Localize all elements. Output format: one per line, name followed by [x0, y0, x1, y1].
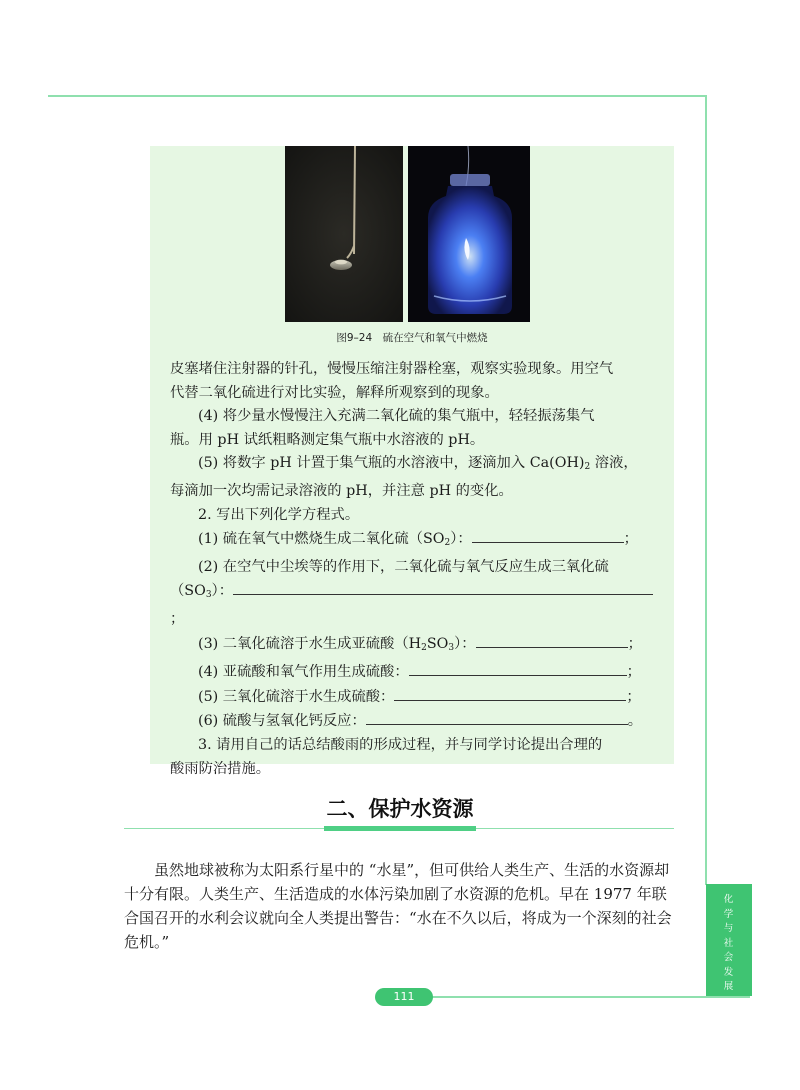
question-3 — [170, 632, 658, 661]
side-tab-char: 与 — [723, 923, 735, 934]
section-title: 二、保护水资源 — [326, 797, 474, 821]
question-text: SO — [426, 635, 449, 652]
question-text: (4) 亚硫酸和氧气作用生成硫酸： — [198, 664, 409, 681]
side-tab-char: 化 — [723, 894, 735, 905]
subscript: 2 — [444, 538, 451, 549]
answer-blank[interactable] — [233, 579, 653, 595]
text-line: 3. 请用自己的话总结酸雨的形成过程，并与同学讨论提出合理的 — [198, 736, 603, 753]
page-number: 111 — [375, 988, 433, 1006]
question-4 — [170, 660, 658, 685]
bottom-border-rule — [430, 996, 750, 998]
figure-caption: 图9–24 硫在空气和氧气中燃烧 — [336, 332, 488, 344]
question-text: (3) 二氧化硫溶于水生成亚硫酸（H — [198, 635, 422, 652]
question-text: （SO — [170, 583, 206, 600]
text-line — [170, 452, 658, 480]
question-text: (5) 三氧化硫溶于水生成硫酸： — [198, 688, 395, 705]
question-1 — [170, 527, 658, 556]
body-paragraph: 虽然地球被称为太阳系行星中的 “水星”，但可供给人类生产、生活的水资源却十分有限。人类生产、生活造成的水体污染加剧了水资源的危机。早在 1977 年联合国召开的水利会议就向全人类提出警告：“水在不久以后，将成为一个深刻的社会危机。” — [124, 861, 672, 951]
text-line: 酸雨防治措施。 — [170, 760, 271, 777]
answer-blank[interactable] — [394, 685, 626, 701]
exercise-text — [170, 358, 658, 781]
side-tab-char: 会 — [723, 952, 735, 963]
side-tab-char: 学 — [723, 908, 735, 920]
question-end: ； — [626, 664, 641, 681]
question-text: (1) 硫在氧气中燃烧生成二氧化硫（SO — [198, 531, 445, 548]
question-2: (2) 在空气中尘埃等的作用下，二氧化硫与氧气反应生成三氧化硫 — [198, 558, 609, 575]
text-line: 代替二氧化硫进行对比实验，解释所观察到的现象。 — [170, 384, 499, 401]
text-line: 瓶。用 pH 试纸粗略测定集气瓶中水溶液的 pH。 — [170, 431, 485, 448]
question-6 — [170, 709, 658, 734]
question-end: ； — [626, 688, 641, 705]
text-line: (4) 将少量水慢慢注入充满二氧化硫的集气瓶中，轻轻振荡集气 — [198, 408, 595, 425]
section-title-accent-bar — [324, 826, 476, 831]
subscript: 3 — [205, 590, 212, 601]
text-line: 2. 写出下列化学方程式。 — [198, 506, 360, 523]
photo-sulfur-burning-in-air — [285, 146, 403, 322]
answer-blank[interactable] — [476, 632, 628, 648]
question-text: ）： — [450, 531, 472, 548]
question-end: ； — [623, 531, 638, 548]
subscript: 2 — [584, 462, 591, 473]
question-2-cont — [170, 579, 658, 631]
top-border-rule — [48, 95, 706, 97]
question-end: ； — [170, 610, 185, 627]
subscript: 3 — [448, 642, 455, 653]
question-text: ）： — [211, 583, 233, 600]
side-tab-char: 发 — [723, 966, 735, 978]
chapter-side-tab — [706, 884, 752, 996]
exercise-panel — [150, 146, 674, 777]
answer-blank[interactable] — [472, 527, 624, 543]
answer-blank[interactable] — [366, 709, 628, 725]
side-tab-char: 社 — [723, 937, 735, 949]
text-line: 每滴加一次均需记录溶液的 pH，并注意 pH 的变化。 — [170, 482, 513, 499]
question-text: (6) 硫酸与氢氧化钙反应： — [198, 713, 366, 730]
question-5 — [170, 685, 658, 710]
subscript: 2 — [421, 642, 427, 653]
photo-sulfur-burning-in-oxygen — [408, 146, 530, 322]
question-text: ）： — [454, 635, 476, 652]
question-end: ； — [627, 635, 642, 652]
text-line-part: (5) 将数字 pH 计置于集气瓶的水溶液中，逐滴加入 Ca(OH) — [198, 455, 585, 472]
side-tab-char: 展 — [723, 981, 735, 992]
right-border-rule — [705, 95, 707, 885]
text-line: 皮塞堵住注射器的针孔，慢慢压缩注射器栓塞，观察实验现象。用空气 — [170, 361, 614, 377]
text-line-part: 溶液， — [594, 455, 638, 472]
question-end: 。 — [627, 713, 643, 730]
answer-blank[interactable] — [409, 660, 627, 676]
